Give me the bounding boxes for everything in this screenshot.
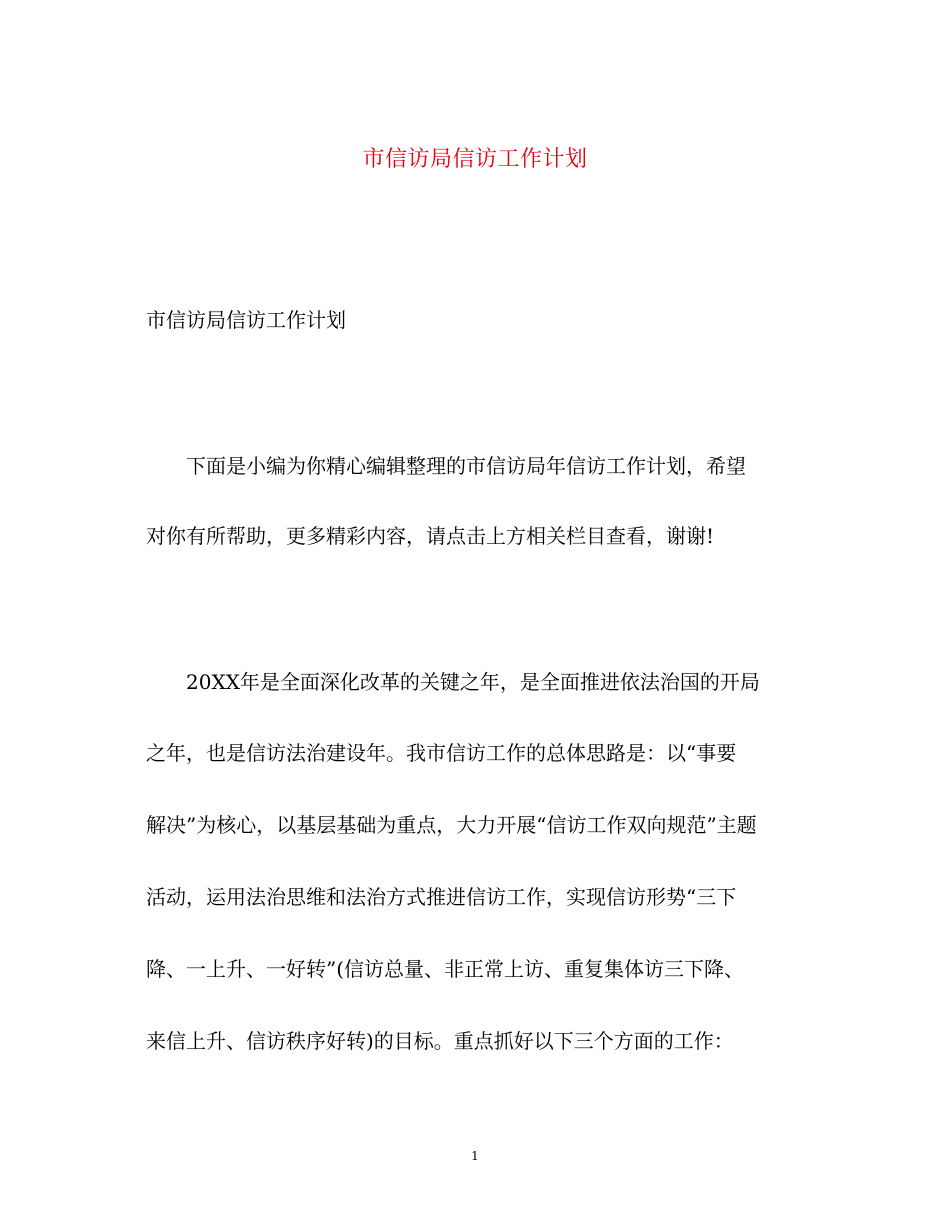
paragraph-line: 之年，也是信访法治建设年。我市信访工作的总体思路是：以“事要 [146,741,737,765]
page-number: 1 [471,1149,479,1163]
paragraph-line: 降、一上升、一好转”(信访总量、非正常上访、重复集体访三下降、 [146,957,745,981]
document-title: 市信访局信访工作计划 [362,147,588,172]
paragraph-line: 活动，运用法治思维和法治方式推进信访工作，实现信访形势“三下 [146,885,737,909]
paragraph-line: 对你有所帮助，更多精彩内容，请点击上方相关栏目查看，谢谢! [146,524,715,548]
document-subheading: 市信访局信访工作计划 [146,308,346,332]
paragraph-line: 解决”为核心，以基层基础为重点，大力开展“信访工作双向规范”主题 [146,813,757,837]
paragraph-line: 来信上升、信访秩序好转)的目标。重点抓好以下三个方面的工作： [146,1029,734,1053]
paragraph-line: 下面是小编为你精心编辑整理的市信访局年信访工作计划，希望 [186,454,746,478]
paragraph-line: 20XX年是全面深化改革的关键之年，是全面推进依法治国的开局 [186,670,760,694]
